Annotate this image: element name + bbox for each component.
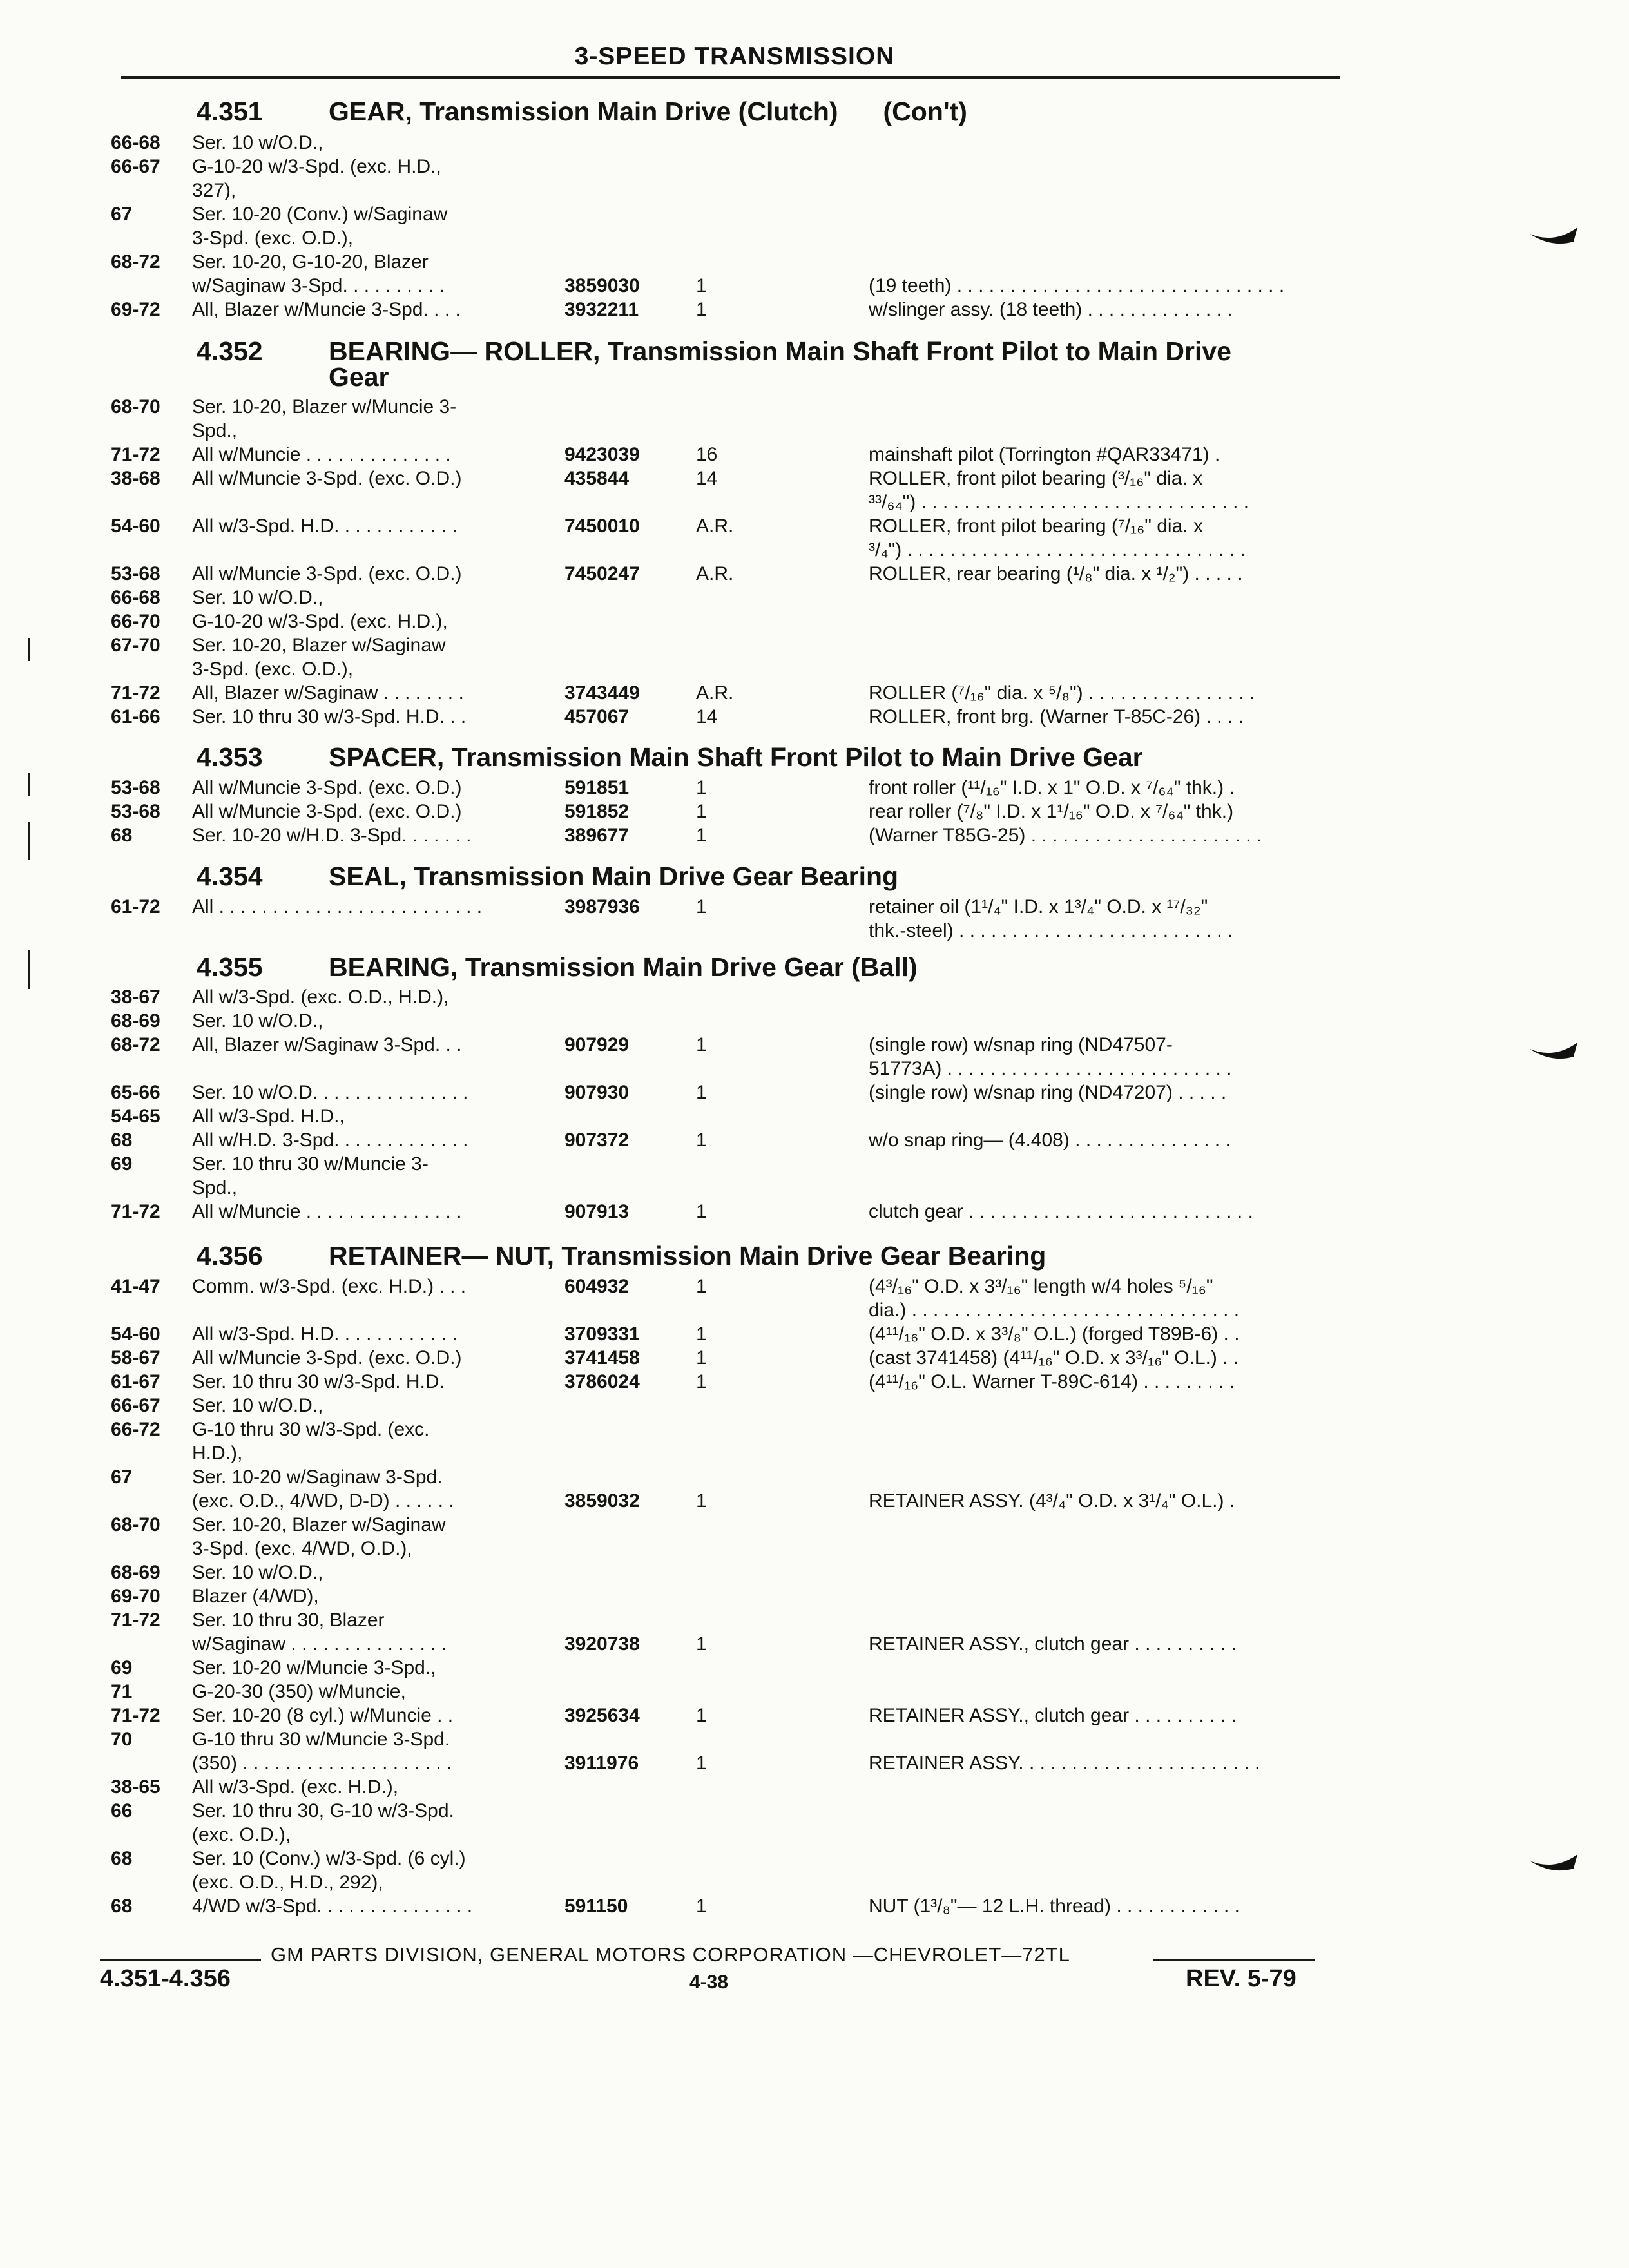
model-years: 66-70 [111, 611, 160, 632]
parts-row [0, 1080, 1629, 1106]
parts-row [0, 585, 1629, 611]
part-number: 591150 [564, 1896, 628, 1917]
application: 3-Spd. (exc. O.D.), [192, 227, 354, 249]
quantity: 1 [696, 777, 707, 798]
application: All, Blazer w/Muncie 3-Spd. . . . [192, 299, 461, 320]
parts-row [0, 1584, 1629, 1610]
quantity: 1 [696, 1082, 707, 1103]
model-years: 71-72 [111, 1201, 160, 1222]
binder-tab-mark [1528, 222, 1580, 251]
parts-row [0, 1631, 1629, 1657]
parts-row [0, 1151, 1629, 1177]
quantity: A.R. [696, 682, 734, 704]
model-years: 61-72 [111, 896, 160, 918]
application: All w/3-Spd. H.D. . . . . . . . . . . . [192, 515, 458, 537]
parts-row [0, 1199, 1629, 1225]
model-years: 68-70 [111, 396, 160, 418]
quantity: 1 [696, 1633, 707, 1655]
description: mainshaft pilot (Torrington #QAR33471) . [869, 444, 1220, 465]
description: ROLLER, front pilot bearing (³/₁₆" dia. x [869, 468, 1203, 489]
model-years: 54-65 [111, 1106, 160, 1127]
parts-row [0, 1032, 1629, 1058]
description: RETAINER ASSY. (4³/₄" O.D. x 3¹/₄" O.L.) . [869, 1490, 1235, 1512]
margin-mark [28, 638, 30, 661]
description: (cast 3741458) (4¹¹/₁₆" O.D. x 3³/₁₆" O.L.) . . [869, 1347, 1239, 1369]
part-number: 3743449 [564, 682, 640, 704]
part-number: 3741458 [564, 1347, 640, 1369]
application: Spd., [192, 420, 238, 441]
model-years: 71-72 [111, 444, 160, 465]
quantity: 1 [696, 1034, 707, 1055]
application: Ser. 10 thru 30, G-10 w/3-Spd. [192, 1800, 454, 1821]
quantity: 1 [696, 1705, 707, 1726]
model-years: 65-66 [111, 1082, 160, 1103]
description: RETAINER ASSY., clutch gear . . . . . . . . . . [869, 1633, 1237, 1655]
part-number: 591852 [564, 801, 630, 822]
description: w/o snap ring— (4.408) . . . . . . . . . . . . . . . [869, 1129, 1231, 1151]
part-number: 3925634 [564, 1705, 640, 1726]
footer-page-number: 4-38 [689, 1972, 729, 1993]
application: (exc. O.D., H.D., 292), [192, 1872, 383, 1893]
application: Ser. 10 w/O.D., [192, 587, 323, 608]
application: Spd., [192, 1177, 238, 1198]
description: ³/₄") . . . . . . . . . . . . . . . . . . . . . . . . . . . . . . . . [869, 539, 1246, 561]
section-code: 4.352 [197, 336, 263, 366]
application: All w/H.D. 3-Spd. . . . . . . . . . . . . [192, 1129, 468, 1151]
quantity: 1 [696, 1490, 707, 1512]
parts-row [0, 657, 1629, 682]
model-years: 69 [111, 1153, 133, 1175]
parts-row [0, 1104, 1629, 1129]
section-title: BEARING, Transmission Main Drive Gear (Ball) [329, 952, 918, 982]
model-years: 68 [111, 825, 133, 846]
model-years: 67 [111, 204, 133, 225]
model-years: 66-68 [111, 132, 160, 153]
section-heading [197, 742, 1143, 773]
quantity: 1 [696, 1896, 707, 1917]
parts-row [0, 1703, 1629, 1729]
footer-rule-left [100, 1959, 261, 1961]
description: dia.) . . . . . . . . . . . . . . . . . . . . . . . . . . . . . . . [869, 1300, 1240, 1321]
application: (exc. O.D.), [192, 1824, 291, 1845]
model-years: 69-70 [111, 1586, 160, 1607]
description: ³³/₆₄") . . . . . . . . . . . . . . . . . . . . . . . . . . . . . . . [869, 492, 1249, 513]
model-years: 66 [111, 1800, 133, 1821]
model-years: 41-47 [111, 1276, 160, 1297]
application: Ser. 10 (Conv.) w/3-Spd. (6 cyl.) [192, 1848, 466, 1869]
model-years: 67-70 [111, 635, 160, 656]
quantity: 1 [696, 1753, 707, 1774]
model-years: 66-68 [111, 587, 160, 608]
parts-row [0, 1846, 1629, 1872]
application: All w/Muncie 3-Spd. (exc. O.D.) [192, 563, 462, 584]
quantity: 1 [696, 801, 707, 822]
parts-row [0, 297, 1629, 323]
application: G-10-20 w/3-Spd. (exc. H.D., [192, 156, 441, 177]
application: Ser. 10 w/O.D., [192, 132, 323, 153]
parts-row [0, 1560, 1629, 1586]
parts-row [0, 202, 1629, 227]
margin-mark [28, 950, 30, 989]
application: All . . . . . . . . . . . . . . . . . . . . . . . . . [192, 896, 483, 918]
parts-row [0, 1056, 1629, 1082]
parts-row [0, 273, 1629, 299]
part-number: 3932211 [564, 299, 639, 320]
application: All w/Muncie 3-Spd. (exc. O.D.) [192, 801, 462, 822]
part-number: 389677 [564, 825, 630, 846]
section-title: SPACER, Transmission Main Shaft Front Pilot to Main Drive Gear [329, 742, 1143, 772]
part-number: 3920738 [564, 1633, 640, 1655]
parts-row [0, 1774, 1629, 1800]
parts-row [0, 680, 1629, 706]
application: Ser. 10 thru 30 w/Muncie 3- [192, 1153, 429, 1175]
model-years: 71 [111, 1681, 133, 1702]
parts-row [0, 418, 1629, 444]
section-code: 4.355 [197, 952, 263, 982]
parts-row [0, 1655, 1629, 1681]
footer-rule-right [1153, 1959, 1315, 1961]
application: All w/Muncie 3-Spd. (exc. O.D.) [192, 1347, 462, 1369]
model-years: 58-67 [111, 1347, 160, 1369]
quantity: 1 [696, 1276, 707, 1297]
section-title: GEAR, Transmission Main Drive (Clutch) [329, 97, 838, 126]
application: (exc. O.D., 4/WD, D-D) . . . . . . [192, 1490, 454, 1512]
application: Ser. 10 thru 30 w/3-Spd. H.D. . . [192, 706, 467, 727]
application: 3-Spd. (exc. O.D.), [192, 658, 354, 680]
model-years: 53-68 [111, 777, 160, 798]
application: 327), [192, 180, 236, 201]
parts-row [0, 1870, 1629, 1896]
application: w/Saginaw . . . . . . . . . . . . . . . [192, 1633, 447, 1655]
quantity: 1 [696, 1201, 707, 1222]
section-code: 4.354 [197, 861, 263, 891]
margin-mark [28, 822, 30, 860]
application: Ser. 10 thru 30, Blazer [192, 1610, 385, 1631]
parts-row [0, 1894, 1629, 1919]
parts-row [0, 1727, 1629, 1753]
parts-row [0, 1321, 1629, 1347]
application: G-10-20 w/3-Spd. (exc. H.D.), [192, 611, 448, 632]
model-years: 54-60 [111, 515, 160, 537]
parts-row [0, 1512, 1629, 1538]
parts-row [0, 704, 1629, 730]
description: rear roller (⁷/₈" I.D. x 1¹/₁₆" O.D. x ⁷/₆₄" thk.) [869, 801, 1234, 822]
application: All, Blazer w/Saginaw 3-Spd. . . [192, 1034, 462, 1055]
parts-row [0, 775, 1629, 801]
application: G-20-30 (350) w/Muncie, [192, 1681, 406, 1702]
quantity: A.R. [696, 563, 734, 584]
parts-row [0, 823, 1629, 849]
parts-row [0, 1465, 1629, 1490]
description: 51773A) . . . . . . . . . . . . . . . . . . . . . . . . . . . [869, 1058, 1232, 1079]
parts-row [0, 1008, 1629, 1034]
application: Ser. 10 thru 30 w/3-Spd. H.D. [192, 1371, 445, 1392]
quantity: A.R. [696, 515, 734, 537]
application: Comm. w/3-Spd. (exc. H.D.) . . . [192, 1276, 467, 1297]
section-continued: (Con't) [883, 97, 967, 126]
application: Ser. 10 w/O.D., [192, 1395, 323, 1416]
parts-row [0, 1751, 1629, 1776]
description: (19 teeth) . . . . . . . . . . . . . . . . . . . . . . . . . . . . . . . [869, 275, 1285, 296]
parts-row [0, 1798, 1629, 1824]
quantity: 16 [696, 444, 718, 465]
application: All w/3-Spd. H.D. . . . . . . . . . . . [192, 1323, 458, 1345]
application: Ser. 10-20 w/Muncie 3-Spd., [192, 1657, 436, 1678]
model-years: 61-66 [111, 706, 160, 727]
part-number: 7450247 [564, 563, 640, 584]
parts-row [0, 1679, 1629, 1705]
model-years: 69 [111, 1657, 133, 1678]
description: RETAINER ASSY., clutch gear . . . . . . . . . . [869, 1705, 1237, 1726]
application: All w/Muncie . . . . . . . . . . . . . . [192, 444, 451, 465]
application: Ser. 10-20, G-10-20, Blazer [192, 251, 429, 273]
part-number: 3987936 [564, 896, 640, 918]
model-years: 61-67 [111, 1371, 160, 1392]
model-years: 54-60 [111, 1323, 160, 1345]
application: Ser. 10-20 w/Saginaw 3-Spd. [192, 1466, 443, 1488]
binder-tab-mark [1528, 1849, 1580, 1878]
application: (350) . . . . . . . . . . . . . . . . . . . . [192, 1753, 452, 1774]
parts-row [0, 226, 1629, 251]
description: ROLLER (⁷/₁₆" dia. x ⁵/₈") . . . . . . . . . . . . . . . . [869, 682, 1255, 704]
parts-row [0, 918, 1629, 944]
application: Ser. 10-20, Blazer w/Saginaw [192, 635, 446, 656]
part-number: 3911976 [564, 1753, 639, 1774]
footer-section-range: 4.351-4.356 [100, 1965, 231, 1992]
model-years: 38-65 [111, 1776, 160, 1798]
parts-row [0, 537, 1629, 563]
description: thk.-steel) . . . . . . . . . . . . . . . . . . . . . . . . . . [869, 920, 1233, 941]
parts-row [0, 1175, 1629, 1201]
description: (4¹¹/₁₆" O.L. Warner T-89C-614) . . . . . . . . . [869, 1371, 1235, 1392]
part-number: 3859030 [564, 275, 640, 296]
model-years: 38-67 [111, 986, 160, 1008]
parts-row [0, 154, 1629, 180]
quantity: 1 [696, 1347, 707, 1369]
application: All w/3-Spd. (exc. H.D.), [192, 1776, 399, 1798]
application: Ser. 10-20 (Conv.) w/Saginaw [192, 204, 448, 225]
parts-row [0, 799, 1629, 825]
model-years: 69-72 [111, 299, 160, 320]
model-years: 38-68 [111, 468, 160, 489]
model-years: 66-67 [111, 156, 160, 177]
quantity: 1 [696, 275, 707, 296]
model-years: 71-72 [111, 682, 160, 704]
description: (Warner T85G-25) . . . . . . . . . . . . . . . . . . . . . . [869, 825, 1262, 846]
section-title: BEARING— ROLLER, Transmission Main Shaft Front Pilot to Main Drive [329, 336, 1231, 366]
page-title: 3-SPEED TRANSMISSION [574, 43, 895, 70]
application: All w/Muncie 3-Spd. (exc. O.D.) [192, 468, 462, 489]
description: ROLLER, front pilot bearing (⁷/₁₆" dia. x [869, 515, 1203, 537]
parts-row [0, 130, 1629, 156]
description: (4¹¹/₁₆" O.D. x 3³/₈" O.L.) (forged T89B-6) . . [869, 1323, 1240, 1345]
part-number: 907372 [564, 1129, 630, 1151]
description: ROLLER, rear bearing (¹/₈" dia. x ¹/₂") . . . . . [869, 563, 1243, 584]
parts-row [0, 394, 1629, 420]
model-years: 68 [111, 1129, 133, 1151]
application: All w/3-Spd. (exc. O.D., H.D.), [192, 986, 449, 1008]
section-title: RETAINER— NUT, Transmission Main Drive Gear Bearing [329, 1241, 1046, 1271]
parts-row [0, 1298, 1629, 1323]
footer-revision: REV. 5-79 [1186, 1965, 1296, 1992]
parts-row [0, 1608, 1629, 1633]
description: w/slinger assy. (18 teeth) . . . . . . . . . . . . . . [869, 299, 1233, 320]
part-number: 604932 [564, 1276, 630, 1297]
binder-tab-mark [1528, 1037, 1580, 1066]
description: clutch gear . . . . . . . . . . . . . . . . . . . . . . . . . . . [869, 1201, 1253, 1222]
parts-row [0, 1417, 1629, 1443]
parts-row [0, 561, 1629, 587]
model-years: 66-67 [111, 1395, 160, 1416]
section-heading [197, 1241, 1046, 1271]
model-years: 68-72 [111, 1034, 160, 1055]
application: Ser. 10 w/O.D., [192, 1562, 323, 1583]
model-years: 68-69 [111, 1562, 160, 1583]
model-years: 66-72 [111, 1419, 160, 1440]
application: Ser. 10 w/O.D. . . . . . . . . . . . . . . [192, 1082, 468, 1103]
section-code: 4.356 [197, 1241, 263, 1271]
model-years: 68-72 [111, 251, 160, 273]
header-rule [121, 76, 1340, 79]
model-years: 68 [111, 1896, 133, 1917]
section-title: SEAL, Transmission Main Drive Gear Bearing [329, 861, 899, 891]
part-number: 3786024 [564, 1371, 640, 1392]
quantity: 1 [696, 825, 707, 846]
model-years: 68-70 [111, 1514, 160, 1535]
part-number: 435844 [564, 468, 630, 489]
section-code: 4.351 [197, 97, 263, 126]
application: Ser. 10 w/O.D., [192, 1010, 323, 1032]
section-code: 4.353 [197, 742, 263, 772]
quantity: 1 [696, 1323, 707, 1345]
application: Ser. 10-20 w/H.D. 3-Spd. . . . . . . [192, 825, 472, 846]
parts-row [0, 609, 1629, 635]
application: H.D.), [192, 1443, 243, 1464]
parts-row [0, 466, 1629, 492]
quantity: 14 [696, 468, 718, 489]
model-years: 71-72 [111, 1705, 160, 1726]
application: Ser. 10-20, Blazer w/Muncie 3- [192, 396, 457, 418]
model-years: 71-72 [111, 1610, 160, 1631]
parts-row [0, 1369, 1629, 1395]
part-number: 591851 [564, 777, 630, 798]
application: w/Saginaw 3-Spd. . . . . . . . . . [192, 275, 445, 296]
parts-row [0, 633, 1629, 658]
application: Blazer (4/WD), [192, 1586, 319, 1607]
margin-mark [28, 773, 30, 796]
part-number: 3859032 [564, 1490, 640, 1512]
quantity: 1 [696, 896, 707, 918]
quantity: 14 [696, 706, 718, 727]
application: Ser. 10-20 (8 cyl.) w/Muncie . . [192, 1705, 454, 1726]
section-heading [197, 861, 898, 892]
part-number: 3709331 [564, 1323, 640, 1345]
description: front roller (¹¹/₁₆" I.D. x 1" O.D. x ⁷/₆₄" thk.) . [869, 777, 1235, 798]
description: ROLLER, front brg. (Warner T-85C-26) . . . . [869, 706, 1244, 727]
parts-row [0, 249, 1629, 275]
description: NUT (1³/₈"— 12 L.H. thread) . . . . . . . . . . . . [869, 1896, 1240, 1917]
part-number: 7450010 [564, 515, 640, 537]
parts-row [0, 1128, 1629, 1153]
part-number: 457067 [564, 706, 630, 727]
model-years: 68 [111, 1848, 133, 1869]
part-number: 9423039 [564, 444, 640, 465]
parts-row [0, 490, 1629, 515]
parts-row [0, 1822, 1629, 1848]
parts-row [0, 1441, 1629, 1466]
parts-row [0, 1345, 1629, 1371]
quantity: 1 [696, 299, 707, 320]
description: (single row) w/snap ring (ND47507- [869, 1034, 1173, 1055]
parts-row [0, 1393, 1629, 1419]
description: RETAINER ASSY. . . . . . . . . . . . . . . . . . . . . . . [869, 1753, 1260, 1774]
quantity: 1 [696, 1129, 707, 1151]
parts-row [0, 442, 1629, 468]
parts-row [0, 1274, 1629, 1300]
model-years: 68-69 [111, 1010, 160, 1032]
application: G-10 thru 30 w/3-Spd. (exc. [192, 1419, 430, 1440]
part-number: 907929 [564, 1034, 630, 1055]
section-heading [197, 952, 918, 983]
application: Ser. 10-20, Blazer w/Saginaw [192, 1514, 446, 1535]
application: All w/Muncie . . . . . . . . . . . . . . . [192, 1201, 462, 1222]
model-years: 67 [111, 1466, 133, 1488]
application: G-10 thru 30 w/Muncie 3-Spd. [192, 1729, 450, 1750]
model-years: 70 [111, 1729, 133, 1750]
description: (single row) w/snap ring (ND47207) . . . . . [869, 1082, 1227, 1103]
application: All w/3-Spd. H.D., [192, 1106, 345, 1127]
part-number: 907913 [564, 1201, 630, 1222]
quantity: 1 [696, 1371, 707, 1392]
model-years: 53-68 [111, 563, 160, 584]
section-heading [197, 97, 967, 127]
footer-publisher: GM PARTS DIVISION, GENERAL MOTORS CORPORATION —CHEVROLET—72TL [271, 1943, 1070, 1966]
application: 4/WD w/3-Spd. . . . . . . . . . . . . . . [192, 1896, 473, 1917]
application: All, Blazer w/Saginaw . . . . . . . . [192, 682, 464, 704]
parts-row [0, 985, 1629, 1010]
parts-row [0, 514, 1629, 539]
parts-row [0, 1488, 1629, 1514]
parts-row [0, 178, 1629, 204]
application: All w/Muncie 3-Spd. (exc. O.D.) [192, 777, 462, 798]
description: retainer oil (1¹/₄" I.D. x 1³/₄" O.D. x ¹⁷/₃₂" [869, 896, 1208, 918]
part-number: 907930 [564, 1082, 630, 1103]
section-title-continued: Gear [329, 362, 389, 392]
application: 3-Spd. (exc. 4/WD, O.D.), [192, 1538, 412, 1559]
model-years: 53-68 [111, 801, 160, 822]
parts-row [0, 1536, 1629, 1562]
parts-row [0, 894, 1629, 920]
description: (4³/₁₆" O.D. x 3³/₁₆" length w/4 holes ⁵/₁₆" [869, 1276, 1213, 1297]
